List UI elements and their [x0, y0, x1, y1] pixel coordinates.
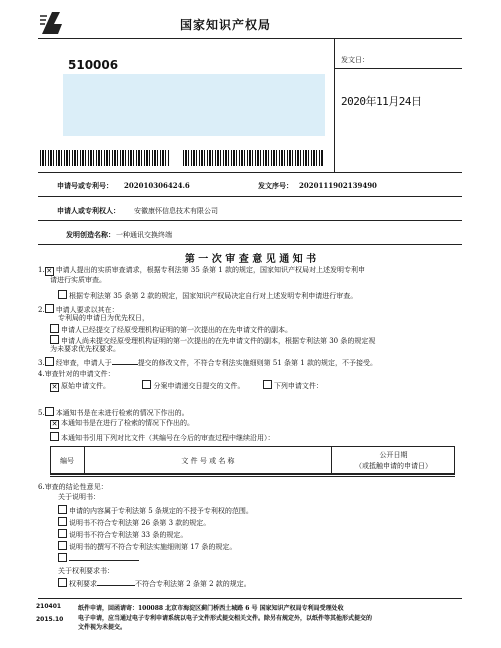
invention-title: 一种通讯交换终端 [116, 231, 172, 239]
s3-date-blank[interactable] [112, 364, 138, 365]
s6-d1: 申请的内容属于专利法第 5 条规定的不授予专利权的范围。 [58, 505, 485, 516]
s2-checkbox-a[interactable] [50, 324, 59, 333]
applicant: 安徽康怀信息技术有限公司 [134, 207, 218, 215]
footer-code-1: 210401 [36, 603, 62, 610]
table-header-date: 公开日期 [379, 451, 408, 459]
citation-table [50, 446, 455, 474]
s1-line1: 1. ✕ 申请人提出的实质审查请求，根据专利法第 35 条第 1 款的规定，国家知识产权局对上述发明专利申 [38, 266, 365, 275]
s6-blank [58, 553, 485, 564]
s3-checkbox[interactable] [45, 357, 54, 366]
s6-d3: 说明书不符合专利法第 33 条的规定。 [58, 529, 485, 540]
s6-desc-heading: 关于说明书： [58, 493, 100, 501]
s5-opt3: 本通知书引用下列对比文件（其编号在今后的审查过程中继续沿用）： [50, 432, 485, 443]
s2-b1: 申请人尚未提交经原受理机构证明的第一次提出的在先申请文件的副本，根据专利法第 30 条的规定视 [50, 335, 485, 346]
s5-checkbox-2[interactable]: ✕ [51, 420, 58, 428]
serial: 2020111902139490 [299, 181, 377, 190]
document-title: 第 一 次 审 查 意 见 通 知 书 [184, 254, 317, 265]
meta-rule-2 [38, 196, 462, 197]
s6-checkbox-c1[interactable] [58, 578, 67, 587]
serial-label: 发文序号： [258, 181, 293, 190]
s6-c1-blank[interactable] [97, 585, 135, 586]
s5-opt1: 5. 本通知书是在未进行检索的情况下作出的。 [38, 409, 189, 417]
s4-options: ✕ 原始申请文件。 分案申请递交日提交的文件。 下列申请文件： [51, 382, 323, 391]
app-no: 202010306424.6 [124, 181, 190, 190]
s5-checkbox-1[interactable] [45, 407, 54, 416]
table-header-doc: 文 件 号 或 名 称 [181, 457, 235, 465]
table-header-no: 编号 [60, 457, 74, 465]
footer-line-3: 文件视为未提交。 [78, 624, 127, 631]
s6-blank-line[interactable] [69, 560, 139, 561]
s4-checkbox-1[interactable]: ✕ [51, 383, 58, 391]
s2-b2: 为未要求优先权要求。 [50, 345, 120, 353]
s6-d2: 说明书不符合专利法第 26 条第 3 款的规定。 [58, 517, 485, 528]
s1-checkbox-1[interactable]: ✕ [46, 267, 53, 275]
s5-opt2: ✕ 本通知书是在进行了检索的情况下作出的。 [51, 419, 194, 428]
barcode-right [183, 150, 323, 166]
s6-c1: 权利要求 不符合专利法第 2 条第 2 款的规定。 [58, 578, 485, 589]
meta-rule-3 [38, 220, 462, 221]
s6-checkbox-d4[interactable] [58, 541, 67, 550]
s1-checkbox-2[interactable] [58, 290, 67, 299]
send-date: 2020年11月24日 [341, 95, 422, 108]
s6-d4: 说明书的撰写不符合专利法实施细则第 17 条的规定。 [58, 541, 485, 552]
table-header-date-sub: （或抵触申请的申请日） [355, 462, 432, 470]
s6-checkbox-d5[interactable] [58, 553, 67, 562]
s4-heading: 4.审查针对的申请文件： [38, 370, 115, 378]
footer-code-2: 2015.10 [36, 616, 64, 623]
s3-line1: 3. 经审查，申请人于 提交的修改文件，不符合专利法实施细则第 51 条第 1 款的规定，不予接受。 [38, 359, 377, 367]
footer-rule [38, 598, 462, 599]
send-date-rule [334, 68, 462, 69]
office-name: 国家知识产权局 [180, 18, 272, 32]
barcode-left [40, 150, 170, 166]
s5-checkbox-3[interactable] [50, 432, 59, 441]
meta-rule-1 [38, 172, 462, 173]
postal-code: 510006 [68, 58, 119, 72]
meta-rule-4 [38, 244, 462, 245]
s6-checkbox-d2[interactable] [58, 517, 67, 526]
applicant-label: 申请人或专利权人： [57, 206, 120, 215]
s6-checkbox-d1[interactable] [58, 505, 67, 514]
send-date-label: 发文日： [341, 56, 369, 64]
app-no-label: 申请号或专利号： [57, 181, 113, 190]
header-rule [38, 38, 462, 39]
title-label: 发明创造名称： [66, 230, 115, 239]
s1-line2: 请进行实质审查。 [50, 276, 106, 284]
table-row-rule-2 [50, 476, 455, 477]
s1-line3: 根据专利法第 35 条第 2 款的规定，国家知识产权局决定自行对上述发明专利申请进行审查。 [58, 290, 485, 301]
cnipa-logo [38, 10, 68, 36]
s6-heading: 6.审查的结论性意见： [38, 483, 108, 491]
s4-checkbox-3[interactable] [263, 380, 272, 389]
s2-line1: 专利局的申请日为优先权日， [58, 314, 149, 322]
s2-checkbox-b[interactable] [50, 335, 59, 344]
s2-heading: 2. 申请人要求以其在： [38, 306, 119, 314]
footer-line-2: 电子申请，应当通过电子专利申请系统以电子文件形式提交相关文件。除另有规定外，以纸件等其他形式提交的 [78, 615, 373, 622]
s6-checkbox-d3[interactable] [58, 529, 67, 538]
s2-a1: 申请人已经提交了经原受理机构证明的第一次提出的在先申请文件的副本。 [50, 324, 485, 335]
s6-claims-heading: 关于权利要求书： [58, 567, 114, 575]
header-divider [334, 38, 335, 172]
table-row-rule-1 [50, 474, 455, 475]
footer-line-1: 纸件申请，回函请寄：100088 北京市海淀区蓟门桥西土城路 6 号 国家知识产权局专利局受理处收 [78, 605, 344, 612]
s4-checkbox-2[interactable] [142, 380, 151, 389]
s2-checkbox[interactable] [45, 304, 54, 313]
address-block [63, 74, 325, 136]
